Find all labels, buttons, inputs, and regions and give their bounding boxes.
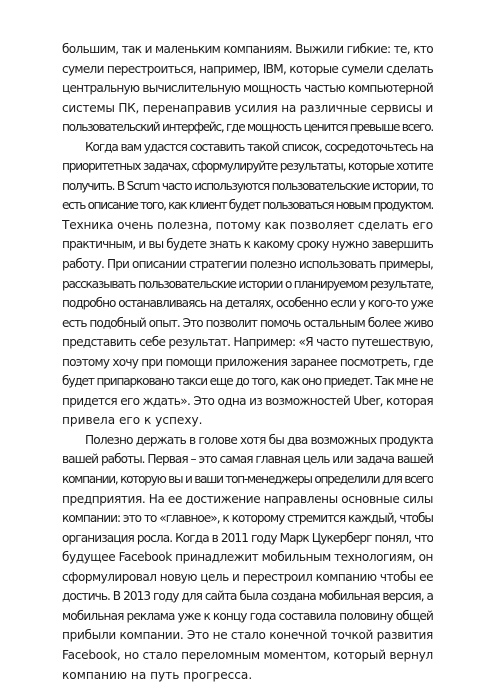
text-line: компанию на путь прогресса. — [62, 666, 433, 685]
text-line: Facebook, но стало переломным моментом, который вернул — [62, 646, 433, 666]
text-line: мобильная реклама уже к концу года составила половину общей — [62, 607, 433, 627]
text-line: организация росла. Когда в 2011 году Марк Цукерберг понял, что — [62, 529, 433, 549]
text-line: представить себе результат. Например: «Я часто путешествую, — [62, 333, 433, 353]
text-line: сумели перестроиться, например, IBM, которые сумели сделать — [62, 60, 433, 80]
body-text — [62, 40, 433, 685]
text-line: компании: это то «главное», к которому стремится каждый, чтобы — [62, 509, 433, 529]
text-line: Полезно держать в голове хотя бы два возможных продукта — [62, 431, 433, 451]
text-line: приоритетных задачах, сформулируйте результаты, которые хотите — [62, 157, 433, 177]
text-line: рассказывать пользовательские истории о планируемом результате, — [62, 275, 433, 295]
text-line: есть подобный опыт. Это позволит помочь остальным более живо — [62, 314, 433, 334]
text-line: будущее Facebook принадлежит мобильным технологиям, он — [62, 548, 433, 568]
text-line: работу. При описании стратегии полезно использовать примеры, — [62, 255, 433, 275]
text-line: компании, которую вы и ваши топ-менеджеры определили для всего — [62, 470, 433, 490]
text-line: прибыли компании. Это не стало конечной точкой развития — [62, 626, 433, 646]
text-line: есть описание того, как клиент будет пользоваться новым продуктом. — [62, 196, 433, 216]
text-line: практичным, и вы будете знать к какому сроку нужно завершить — [62, 235, 433, 255]
text-line: получить. В Scrum часто используются пользовательские истории, то — [62, 177, 433, 197]
text-line: достичь. В 2013 году для сайта была создана мобильная версия, а — [62, 587, 433, 607]
text-line: центральную вычислительную мощность частью компьютерной — [62, 79, 433, 99]
text-line: поэтому хочу при помощи приложения заранее посмотреть, где — [62, 353, 433, 373]
paragraph-2 — [62, 138, 433, 431]
text-line: привела его к успеху. — [62, 411, 433, 431]
text-line: Когда вам удастся составить такой список, сосредоточьтесь на — [62, 138, 433, 158]
text-line: вашей работы. Первая – это самая главная цель или задача вашей — [62, 450, 433, 470]
text-line: предприятия. На ее достижение направлены основные силы — [62, 490, 433, 510]
text-line: Техника очень полезна, потому как позволяет сделать его — [62, 216, 433, 236]
paragraph-3 — [62, 431, 433, 685]
text-line: пользовательский интерфейс, где мощность ценится превыше всего. — [62, 118, 433, 138]
text-line: будет припарковано такси еще до того, как оно приедет. Так мне не — [62, 372, 433, 392]
paragraph-1 — [62, 40, 433, 138]
text-line: системы ПК, перенаправив усилия на различные сервисы и — [62, 99, 433, 119]
text-line: подробно останавливаясь на деталях, особенно если у кого-то уже — [62, 294, 433, 314]
text-line: придется его ждать». Это одна из возможностей Uber, которая — [62, 392, 433, 412]
text-line: сформулировал новую цель и перестроил компанию чтобы ее — [62, 568, 433, 588]
text-line: большим, так и маленьким компаниям. Выжили гибкие: те, кто — [62, 40, 433, 60]
